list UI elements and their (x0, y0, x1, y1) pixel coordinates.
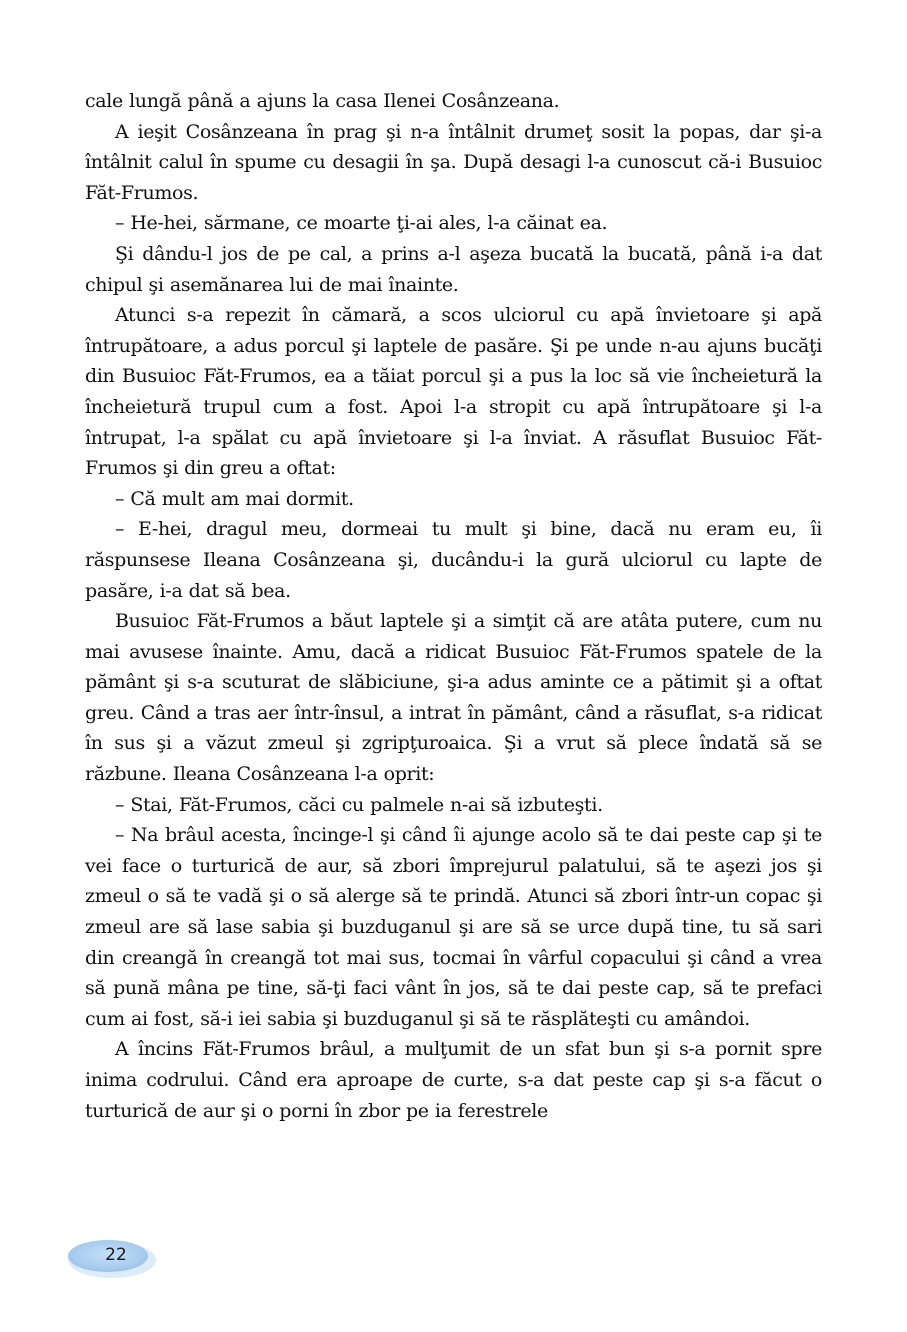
paragraph-3: – He-hei, sărmane, ce moarte ţi-ai ales, l-a căinat ea. (115, 212, 608, 235)
paragraph-2: A ieşit Cosânzeana în prag şi n-a întâlnit drumeţ sosit la popas, dar şi-a întâlnit calul în spume cu desagii în şa. După desagi l-a cunoscut că-i Busuioc Făt-Frumos. (85, 120, 822, 204)
paragraph-6: – Că mult am mai dormit. (115, 487, 354, 510)
paragraph-1: cale lungă până a ajuns la casa Ilenei Cosânzeana. (85, 90, 560, 112)
paragraph-4: Şi dându-l jos de pe cal, a prins a-l aşeza bucată la bucată, până i-a dat chipul şi asemănarea lui de mai înainte. (85, 242, 822, 296)
page-number: 22 (105, 1245, 127, 1265)
page-number-badge (66, 1236, 152, 1276)
paragraph-9: – Stai, Făt-Frumos, căci cu palmele n-ai să izbuteşti. (115, 793, 603, 816)
paragraph-5: Atunci s-a repezit în cămară, a scos ulciorul cu apă învietoare şi apă întrupătoare, a adus porcul şi laptele de pasăre. Şi pe unde n-au ajuns bucăţi din Busuioc Făt-Frumos, ea a tăiat porcul şi a pus la loc să vie încheietură la încheietură trupul cum a fost. Apoi l-a stropit cu apă întrupătoare şi l-a întrupat, l-a spălat cu apă învietoare şi l-a înviat. A răsuflat Busuioc Făt-Frumos şi din greu a oftat: (85, 304, 822, 480)
paragraph-7: – E-hei, dragul meu, dormeai tu mult şi bine, dacă nu eram eu, îi răspunsese Ileana Cosânzeana şi, ducându-i la gură ulciorul cu lapte de pasăre, i-a dat să bea. (85, 518, 822, 602)
paragraph-8: Busuioc Făt-Frumos a băut laptele şi a simţit că are atâta putere, cum nu mai avusese înainte. Amu, dacă a ridicat Busuioc Făt-Frumos spatele de la pământ şi s-a scuturat de slăbiciune, şi-a adus aminte ce a pătimit şi a oftat greu. Când a tras aer într-însul, a intrat în pământ, când a răsuflat, s-a ridicat în sus şi a văzut zmeul şi zgripţuroaica. Şi a vrut să plece îndată să se răzbune. Ileana Cosânzeana l-a oprit: (85, 610, 822, 786)
paragraph-10: – Na brâul acesta, încinge-l şi când îi ajunge acolo să te dai peste cap şi te vei face o turturică de aur, să zbori împrejurul palatului, să te aşezi jos şi zmeul o să te vadă şi o să alerge să te prindă. Atunci să zbori într-un copac şi zmeul are să lase sabia şi buzduganul şi are să se urce după tine, tu să sari din creangă în creangă tot mai sus, tocmai în vârful copacului şi când a vrea să pună mâna pe tine, să-ţi faci vânt în jos, să te dai peste cap, să te prefaci cum ai fost, să-i iei sabia şi buzduganul şi să te răsplăteşti cu amândoi. (85, 824, 822, 1030)
page-text (85, 86, 822, 1126)
paragraph-11: A încins Făt-Frumos brâul, a mulţumit de un sfat bun şi s-a pornit spre inima codrului. Când era aproape de curte, s-a dat peste cap şi s-a făcut o turturică de aur şi o porni în zbor pe ia ferestrele (85, 1038, 822, 1122)
